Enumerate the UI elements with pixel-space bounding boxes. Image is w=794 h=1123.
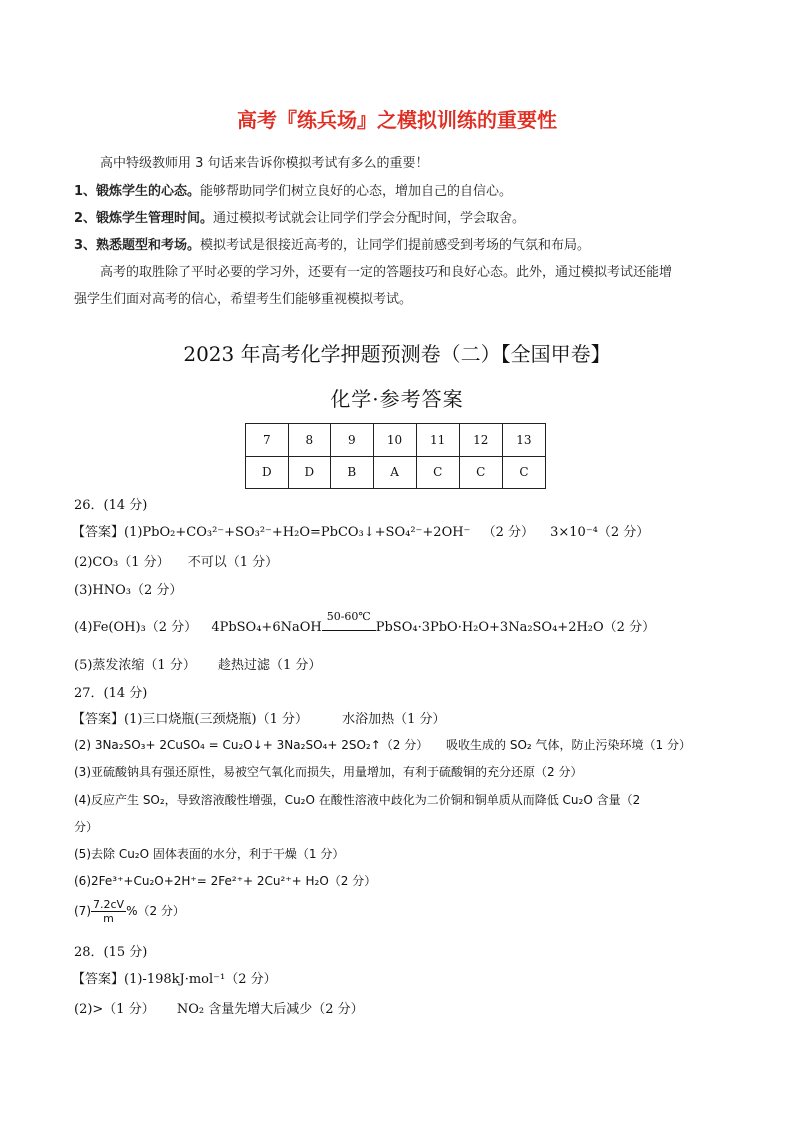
q28-2-b: NO₂ 含量先增大后减少（2 分） [176, 1002, 364, 1017]
q28-line-1 [72, 968, 277, 987]
equation-bar [322, 630, 376, 631]
q28-header: 28．(15 分) [74, 945, 148, 960]
q27-line-4b: 分） [74, 820, 99, 834]
intro-lead: 高中特级教师用 3 句话来告诉你模拟考试有多么的重要！ [100, 156, 429, 171]
q27-1-b: 水浴加热（1 分） [342, 712, 446, 727]
reaction-condition [322, 610, 376, 631]
q26-1-score: （2 分） [482, 525, 534, 540]
q27-line-5: (5)去除 Cu₂O 固体表面的水分，利于干燥（1 分） [74, 847, 345, 861]
answer-row [246, 456, 546, 489]
answer-cell: B [331, 456, 373, 489]
q27-7-prefix: (7) [74, 904, 91, 918]
intro-point-2 [74, 207, 525, 226]
point-heading: 2、锻炼学生管理时间。 [74, 211, 214, 226]
q26-line-3: (3)HNO₃（2 分） [74, 583, 183, 598]
q28-line-2 [74, 998, 364, 1017]
point-heading: 3、熟悉题型和考场。 [74, 238, 201, 253]
q26-4-lhs: 4PbSO₄+6NaOH [211, 620, 322, 635]
question-number-cell: 11 [416, 424, 459, 457]
q26-line-5 [74, 654, 321, 673]
fraction-numerator: 7.2cV [93, 898, 125, 911]
q26-line-4 [74, 610, 656, 635]
intro-point-3 [74, 234, 590, 253]
condition-text: 50-60℃ [326, 610, 371, 623]
q28-1-text: (1)-198kJ·mol⁻¹（2 分） [124, 972, 277, 987]
answer-cell: C [459, 456, 502, 489]
point-body: 通过模拟考试就会让同学们学会分配时间，学会取舍。 [213, 211, 526, 226]
q27-line-2 [74, 736, 691, 753]
question-number-cell: 9 [331, 424, 373, 457]
q26-2-a: (2)CO₃（1 分） [74, 555, 170, 570]
q27-line-3: (3)亚硫酸钠具有强还原性，易被空气氧化而损失，用量增加，有利于硫酸铜的充分还原（2 分） [74, 765, 583, 779]
q26-4-rhs: PbSO₄·3PbO·H₂O+3Na₂SO₄+2H₂O（2 分） [375, 620, 656, 635]
q27-header: 27．(14 分) [74, 686, 148, 701]
q26-1-equation: (1)PbO₂+CO₃²⁻+SO₃²⁻+H₂O=PbCO₃↓+SO₄²⁻+2OH⁻ [124, 525, 471, 540]
answer-cell: C [416, 456, 459, 489]
q27-line-4a: (4)反应产生 SO₂，导致溶液酸性增强，Cu₂O 在酸性溶液中歧化为二价铜和铜单质从而降低 Cu₂O 含量（2 [74, 793, 641, 807]
answer-label: 【答案】 [72, 712, 125, 727]
q27-1-a: (1)三口烧瓶(三颈烧瓶)（1 分） [124, 712, 308, 727]
question-number-cell: 10 [373, 424, 416, 457]
q27-7-suffix: %（2 分） [126, 904, 185, 918]
question-number-row [246, 424, 546, 457]
q26-5-b: 趁热过滤（1 分） [217, 658, 322, 673]
q26-2-b: 不可以（1 分） [187, 555, 279, 570]
question-number-cell: 7 [246, 424, 289, 457]
q27-2-a: (2) 3Na₂SO₃+ 2CuSO₄ = Cu₂O↓+ 3Na₂SO₄+ 2SO₂↑（2 分） [74, 738, 429, 752]
point-heading: 1、锻炼学生的心态。 [74, 184, 201, 199]
answer-cell: D [288, 456, 331, 489]
q28-2-a: (2)>（1 分） [74, 1002, 155, 1017]
answer-cell: D [246, 456, 289, 489]
question-number-cell: 13 [502, 424, 545, 457]
banner-title: 高考『练兵场』之模拟训练的重要性 [237, 108, 557, 132]
q26-5-a: (5)蒸发浓缩（1 分） [74, 658, 196, 673]
q27-line-6: (6)2Fe³⁺+Cu₂O+2H⁺= 2Fe²⁺+ 2Cu²⁺+ H₂O（2 分） [74, 874, 377, 888]
point-body: 能够帮助同学们树立良好的心态，增加自己的自信心。 [200, 184, 513, 199]
q26-1-value: 3×10⁻⁴（2 分） [550, 525, 650, 540]
answer-label: 【答案】 [72, 525, 125, 540]
intro-point-1 [74, 180, 512, 199]
q26-header: 26．(14 分) [74, 498, 148, 513]
answer-cell: C [502, 456, 545, 489]
fraction-denominator: m [103, 912, 114, 925]
question-number-cell: 12 [459, 424, 502, 457]
q26-line-1 [72, 521, 649, 540]
q26-4-a: (4)Fe(OH)₃（2 分） [74, 620, 198, 635]
q26-line-2 [74, 551, 278, 570]
exam-subtitle: 化学·参考答案 [330, 387, 464, 411]
intro-closing-line-1: 高考的取胜除了平时必要的学习外，还要有一定的答题技巧和良好心态。此外，通过模拟考试还能增 [100, 265, 673, 280]
exam-title: 2023 年高考化学押题预测卷（二）【全国甲卷】 [183, 342, 611, 366]
q27-2-b: 吸收生成的 SO₂ 气体，防止污染环境（1 分） [446, 738, 691, 752]
q27-line-7 [74, 898, 185, 925]
intro-closing-line-2: 强学生们面对高考的信心，希望考生们能够重视模拟考试。 [74, 292, 413, 307]
point-body: 模拟考试是很接近高考的，让同学们提前感受到考场的气氛和布局。 [200, 238, 591, 253]
q27-line-1 [72, 708, 446, 727]
question-number-cell: 8 [288, 424, 331, 457]
answer-table [245, 423, 546, 489]
answer-label: 【答案】 [72, 972, 125, 987]
fraction [91, 898, 126, 925]
answer-cell: A [373, 456, 416, 489]
